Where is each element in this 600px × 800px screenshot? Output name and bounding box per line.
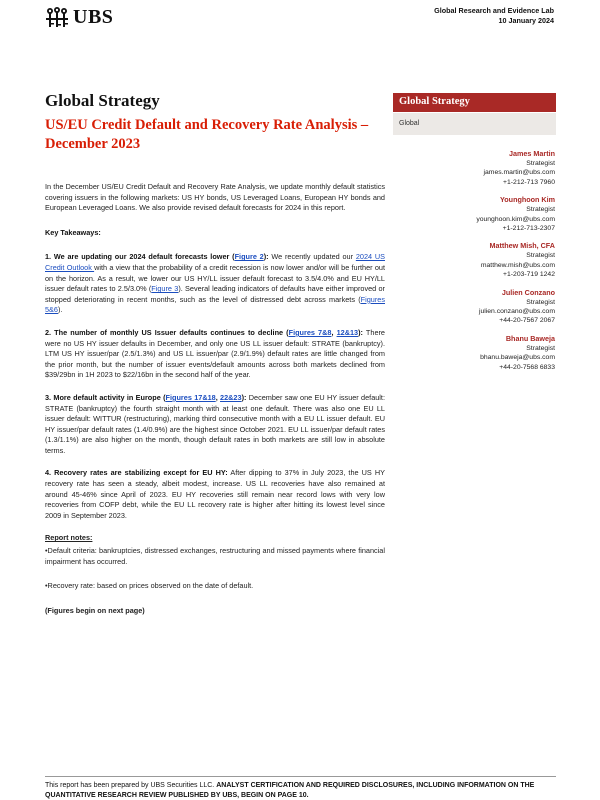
note-recovery-rate: •Recovery rate: based on prices observed on the date of default. — [45, 581, 254, 591]
contact-phone: +1-203-719 1242 — [503, 271, 555, 279]
link-2024-us-credit-outlook[interactable]: 2024 US Credit Outlook — [45, 252, 385, 272]
contact-card — [393, 334, 555, 372]
contact-email[interactable]: matthew.mish@ubs.com — [480, 261, 555, 269]
contact-card — [393, 288, 555, 326]
footer-disclosure — [45, 781, 556, 800]
analyst-contacts — [393, 149, 556, 372]
brand-name: UBS — [73, 6, 114, 28]
contact-name: Julien Conzano — [501, 287, 555, 297]
link-figures-17-18[interactable]: Figures 17&18 — [165, 392, 216, 402]
contact-name: James Martin — [509, 149, 555, 158]
footer-certification: ANALYST CERTIFICATION AND REQUIRED DISCLOSURES, INCLUDING INFORMATION ON THE QUANTITATIVE RESEARCH REVIEW PUBLISHED BY UBS, BEGIN ON PAGE 10. — [45, 782, 535, 799]
takeaway-3: 3. More default activity in Europe (Figures 17&18, 22&23): December saw one EU HY issuer default: STRATE (bankruptcy) the fourth straight month with at least one default. There was also one EU LL issuer default: WITTUR (restructuring), marking third consecutive month with a EU LL issuer default. EU HY issuer/par default rates (1.4/0.9%) are the highest since October 2021. EU LL issuer/par default rates (1.3/1.1%) are also higher on the month, though default rates in both markets are still low in absolute terms. — [45, 392, 385, 455]
contact-card — [393, 149, 555, 187]
note-default-criteria: •Default criteria: bankruptcies, distressed exchanges, restructuring and missed payments where financial impairment has occurred. — [45, 546, 385, 566]
contact-role: Strategist — [526, 252, 555, 260]
footer-divider — [45, 776, 556, 777]
contact-card — [393, 241, 555, 279]
contact-email[interactable]: julien.conzano@ubs.com — [478, 308, 555, 316]
contact-phone: +44-20-7567 2067 — [499, 317, 555, 325]
contact-phone: +44-20-7568 6833 — [499, 363, 555, 371]
ubs-logo — [45, 6, 113, 29]
contact-role: Strategist — [526, 344, 555, 352]
intro-paragraph: In the December US/EU Credit Default and Recovery Rate Analysis, we update monthly default statistics covering issuers in the following markets: US HY bonds, US Leveraged Loans, European HY bonds and European Leveraged Loans. We also provide revised default forecasts for 2024 in this report. — [45, 182, 385, 213]
link-figures-5-6[interactable]: Figures 5&6 — [45, 294, 385, 315]
sidebar — [393, 93, 556, 380]
contact-name: Bhanu Baweja — [505, 333, 555, 343]
contact-card — [393, 195, 555, 233]
contact-role: Strategist — [526, 298, 555, 306]
contact-role: Strategist — [526, 206, 555, 214]
sidebar-heading: Global Strategy — [393, 93, 556, 112]
contact-name: Matthew Mish, CFA — [489, 241, 555, 251]
contact-name: Younghoon Kim — [500, 195, 555, 205]
keys-emblem-icon — [45, 7, 69, 29]
report-date: 10 January 2024 — [498, 16, 554, 25]
link-figures-22-23[interactable]: 22&23 — [220, 392, 242, 402]
department: Global Research and Evidence Lab — [434, 6, 554, 15]
takeaway-2: 2. The number of monthly US Issuer defaults continues to decline (Figures 7&8, 12&13): There were no US HY issuer defaults in December, and only one US LL issuer default: STRATE (bankruptcy). LTM US HY issuer/par (2.5/1.3%) and US LL issuer/par (2.9/1.9%) default rates are little changed from the prior month, but the number of issuer events/default amounts across both markets declined from $39/29bn in 1H 2023 to $22/16bn in the second half of the year. — [45, 327, 385, 380]
page-subtitle: US/EU Credit Default and Recovery Rate Analysis – December 2023 — [45, 117, 369, 152]
link-figures-7-8[interactable]: Figures 7&8 — [288, 327, 332, 337]
header-meta — [434, 6, 554, 26]
contact-phone: +1-212-713 7960 — [503, 178, 555, 186]
key-takeaways-heading: Key Takeaways: — [45, 227, 101, 237]
link-figures-12-13[interactable]: 12&13 — [336, 327, 359, 337]
contact-email[interactable]: bhanu.baweja@ubs.com — [480, 354, 555, 362]
footer-prefix: This report has been prepared by UBS Securities LLC. — [45, 782, 215, 789]
takeaway-1: 1. We are updating our 2024 default forecasts lower (Figure 2): We recently updated our 2024 US Credit Outlook with a view that the probability of a credit recession is now lower and/or will be further out on the horizon. As a result, we lower our US HY/LL issuer default forecast to 3.5/4.0% and EU HY/LL issuer default rates to 2.5/3.0% (Figure 3). Several leading indicators of defaults have either improved or stopped deteriorating in recent months, such as the level of distressed debt across markets (Figures 5&6). — [45, 252, 385, 315]
main-body — [45, 182, 385, 624]
page-title: Global Strategy — [45, 91, 160, 110]
contact-role: Strategist — [526, 160, 555, 167]
contact-email[interactable]: younghoon.kim@ubs.com — [476, 215, 555, 223]
sidebar-subheading: Global — [393, 113, 556, 135]
contact-phone: +1-212-713-2307 — [502, 225, 555, 233]
link-figure-2[interactable]: Figure 2 — [234, 252, 264, 262]
link-figure-3[interactable]: Figure 3 — [151, 284, 179, 294]
takeaway-4: 4. Recovery rates are stabilizing except for EU HY: After dipping to 37% in July 2023, the US HY recovery rate has seen a steady, albeit modest, increase. US LL recoveries have also remained at around 45-46% since April of 2023. EU HY recoveries still remain near record lows with very low recoveries from COFP debt, while the EU LL recovery rate is higher after hitting its lowest level since 2009 in September 2023. — [45, 468, 385, 520]
report-notes-heading: Report notes: — [45, 533, 93, 543]
figures-note: (Figures begin on next page) — [45, 605, 145, 615]
contact-email[interactable]: james.martin@ubs.com — [483, 169, 555, 177]
